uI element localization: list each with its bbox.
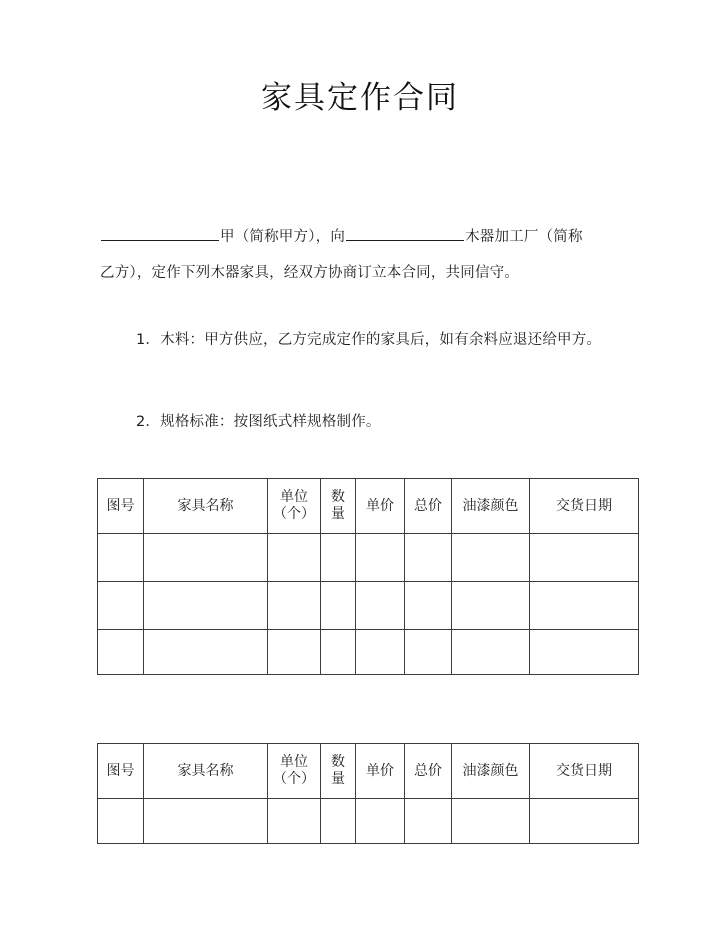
party-b-blank[interactable]: [346, 225, 464, 241]
cell-quantity[interactable]: [321, 630, 356, 675]
cell-drawing-no[interactable]: [98, 582, 144, 630]
party-a-blank[interactable]: [101, 225, 219, 241]
table-header-row: [98, 479, 639, 534]
cell-unit-price[interactable]: [356, 582, 405, 630]
cell-total-price[interactable]: [405, 630, 452, 675]
cell-total-price[interactable]: [405, 582, 452, 630]
table-1-body: [98, 534, 639, 675]
cell-unit-price[interactable]: [356, 534, 405, 582]
header-quantity-char-2: 量: [331, 506, 345, 522]
cell-unit[interactable]: [268, 799, 321, 844]
cell-unit-price[interactable]: [356, 799, 405, 844]
table-1-header: [98, 479, 639, 534]
header-quantity-char-1: 数: [331, 754, 345, 770]
header-unit-line-2: （个）: [273, 771, 315, 787]
header-paint-color: 油漆颜色: [452, 744, 530, 799]
table-2-body: [98, 799, 639, 844]
header-quantity-char-1: 数: [331, 489, 345, 505]
header-quantity: [321, 479, 356, 534]
header-unit-line-1: 单位: [280, 754, 308, 770]
cell-paint-color[interactable]: [452, 630, 530, 675]
cell-paint-color[interactable]: [452, 582, 530, 630]
header-furniture-name: 家具名称: [144, 479, 268, 534]
cell-total-price[interactable]: [405, 799, 452, 844]
intro-mid-text: 甲（简称甲方），向: [220, 229, 346, 245]
cell-paint-color[interactable]: [452, 534, 530, 582]
cell-quantity[interactable]: [321, 534, 356, 582]
header-drawing-no: 图号: [98, 744, 144, 799]
intro-suffix-text: 木器加工厂（简称: [465, 229, 583, 245]
furniture-order-table-1: [97, 478, 639, 675]
header-furniture-name: 家具名称: [144, 744, 268, 799]
furniture-order-table-2: [97, 743, 639, 844]
header-drawing-no: 图号: [98, 479, 144, 534]
cell-quantity[interactable]: [321, 582, 356, 630]
clause-item-2: 2．规格标准：按图纸式样规格制作。: [136, 414, 381, 430]
header-delivery-date: 交货日期: [530, 479, 639, 534]
header-unit-line-1: 单位: [280, 489, 308, 505]
table-header-row: [98, 744, 639, 799]
cell-delivery-date[interactable]: [530, 799, 639, 844]
page-title: 家具定作合同: [261, 80, 459, 116]
cell-delivery-date[interactable]: [530, 534, 639, 582]
cell-drawing-no[interactable]: [98, 799, 144, 844]
table-row[interactable]: [98, 630, 639, 675]
table-row[interactable]: [98, 582, 639, 630]
cell-furniture-name[interactable]: [144, 582, 268, 630]
cell-drawing-no[interactable]: [98, 534, 144, 582]
header-total-price: 总价: [405, 479, 452, 534]
header-unit: [268, 479, 321, 534]
header-total-price: 总价: [405, 744, 452, 799]
header-quantity: [321, 744, 356, 799]
header-delivery-date: 交货日期: [530, 744, 639, 799]
header-paint-color: 油漆颜色: [452, 479, 530, 534]
cell-total-price[interactable]: [405, 534, 452, 582]
header-unit: [268, 744, 321, 799]
cell-delivery-date[interactable]: [530, 630, 639, 675]
cell-delivery-date[interactable]: [530, 582, 639, 630]
cell-furniture-name[interactable]: [144, 799, 268, 844]
cell-unit[interactable]: [268, 582, 321, 630]
header-unit-line-2: （个）: [273, 506, 315, 522]
table-row[interactable]: [98, 799, 639, 844]
table-row[interactable]: [98, 534, 639, 582]
cell-unit[interactable]: [268, 630, 321, 675]
intro-paragraph-line-1: [100, 225, 583, 248]
table-2-header: [98, 744, 639, 799]
header-unit-price: 单价: [356, 479, 405, 534]
cell-unit[interactable]: [268, 534, 321, 582]
intro-paragraph-line-2: 乙方），定作下列木器家具，经双方协商订立本合同，共同信守。: [100, 265, 520, 281]
cell-drawing-no[interactable]: [98, 630, 144, 675]
cell-furniture-name[interactable]: [144, 534, 268, 582]
header-quantity-char-2: 量: [331, 771, 345, 787]
header-unit-price: 单价: [356, 744, 405, 799]
cell-paint-color[interactable]: [452, 799, 530, 844]
cell-unit-price[interactable]: [356, 630, 405, 675]
clause-item-1: 1．木料：甲方供应，乙方完成定作的家具后，如有余料应退还给甲方。: [136, 332, 602, 348]
cell-furniture-name[interactable]: [144, 630, 268, 675]
cell-quantity[interactable]: [321, 799, 356, 844]
